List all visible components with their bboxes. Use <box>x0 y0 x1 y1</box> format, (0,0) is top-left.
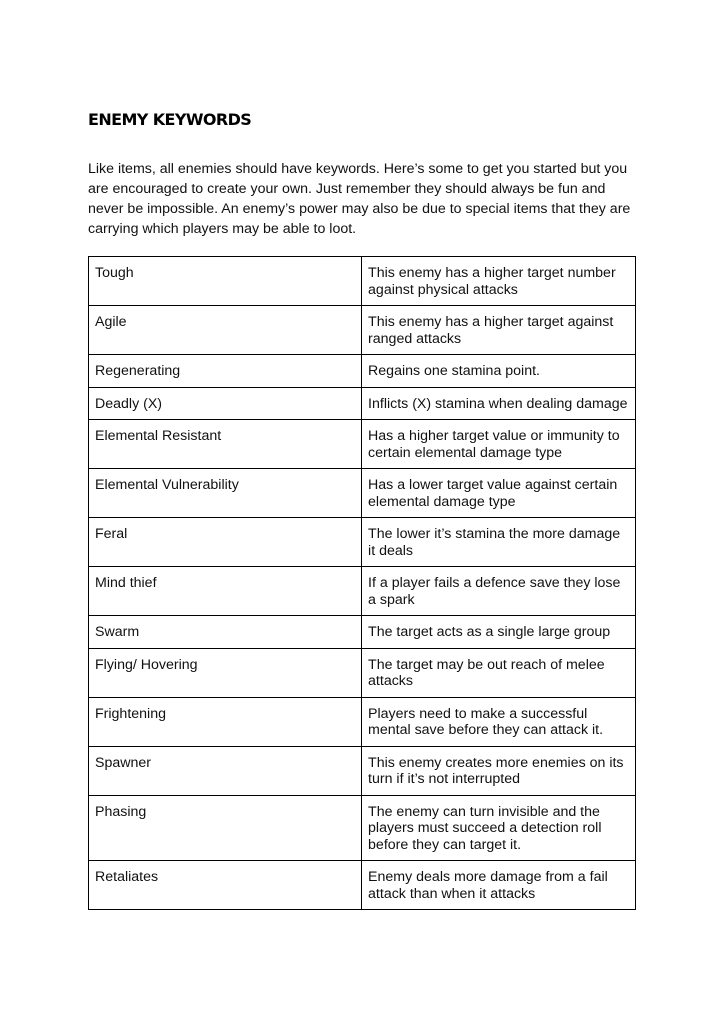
table-row <box>89 616 636 649</box>
keyword-name: Agile <box>89 306 362 355</box>
keyword-description: Players need to make a successful mental save before they can attack it. <box>362 697 636 746</box>
keyword-name: Phasing <box>89 795 362 861</box>
keyword-name: Mind thief <box>89 567 362 616</box>
keyword-description: Enemy deals more damage from a fail attack than when it attacks <box>362 861 636 910</box>
keyword-description: Regains one stamina point. <box>362 355 636 388</box>
table-row <box>89 746 636 795</box>
keyword-name: Tough <box>89 257 362 306</box>
table-row <box>89 257 636 306</box>
keyword-description: Inflicts (X) stamina when dealing damage <box>362 387 636 420</box>
keyword-description: The target may be out reach of melee attacks <box>362 648 636 697</box>
table-row <box>89 387 636 420</box>
keyword-description: This enemy has a higher target against ranged attacks <box>362 306 636 355</box>
table-row <box>89 469 636 518</box>
document-page <box>88 108 636 910</box>
table-row <box>89 518 636 567</box>
table-row <box>89 420 636 469</box>
keyword-description: The lower it’s stamina the more damage it deals <box>362 518 636 567</box>
keyword-name: Elemental Resistant <box>89 420 362 469</box>
keyword-name: Regenerating <box>89 355 362 388</box>
intro-paragraph: Like items, all enemies should have keywords. Here’s some to get you started but you are encouraged to create your own. Just remember they should always be fun and never be impossible. An enemy’s power may also be due to special items that they are carrying which players may be able to loot. <box>88 161 631 237</box>
table-row <box>89 697 636 746</box>
table-row <box>89 861 636 910</box>
keyword-description: If a player fails a defence save they lose a spark <box>362 567 636 616</box>
keyword-name: Flying/ Hovering <box>89 648 362 697</box>
page-title: ENEMY KEYWORDS <box>88 110 252 129</box>
keywords-table <box>88 256 636 910</box>
keyword-name: Elemental Vulnerability <box>89 469 362 518</box>
table-row <box>89 795 636 861</box>
keyword-description: Has a higher target value or immunity to certain elemental damage type <box>362 420 636 469</box>
keyword-description: This enemy has a higher target number against physical attacks <box>362 257 636 306</box>
table-row <box>89 567 636 616</box>
keyword-description: This enemy creates more enemies on its turn if it’s not interrupted <box>362 746 636 795</box>
keyword-description: The enemy can turn invisible and the players must succeed a detection roll before they can target it. <box>362 795 636 861</box>
keyword-description: The target acts as a single large group <box>362 616 636 649</box>
keyword-description: Has a lower target value against certain elemental damage type <box>362 469 636 518</box>
table-row <box>89 355 636 388</box>
keyword-name: Feral <box>89 518 362 567</box>
keyword-name: Retaliates <box>89 861 362 910</box>
keyword-name: Frightening <box>89 697 362 746</box>
keyword-name: Swarm <box>89 616 362 649</box>
keyword-name: Spawner <box>89 746 362 795</box>
keyword-name: Deadly (X) <box>89 387 362 420</box>
table-row <box>89 306 636 355</box>
table-row <box>89 648 636 697</box>
